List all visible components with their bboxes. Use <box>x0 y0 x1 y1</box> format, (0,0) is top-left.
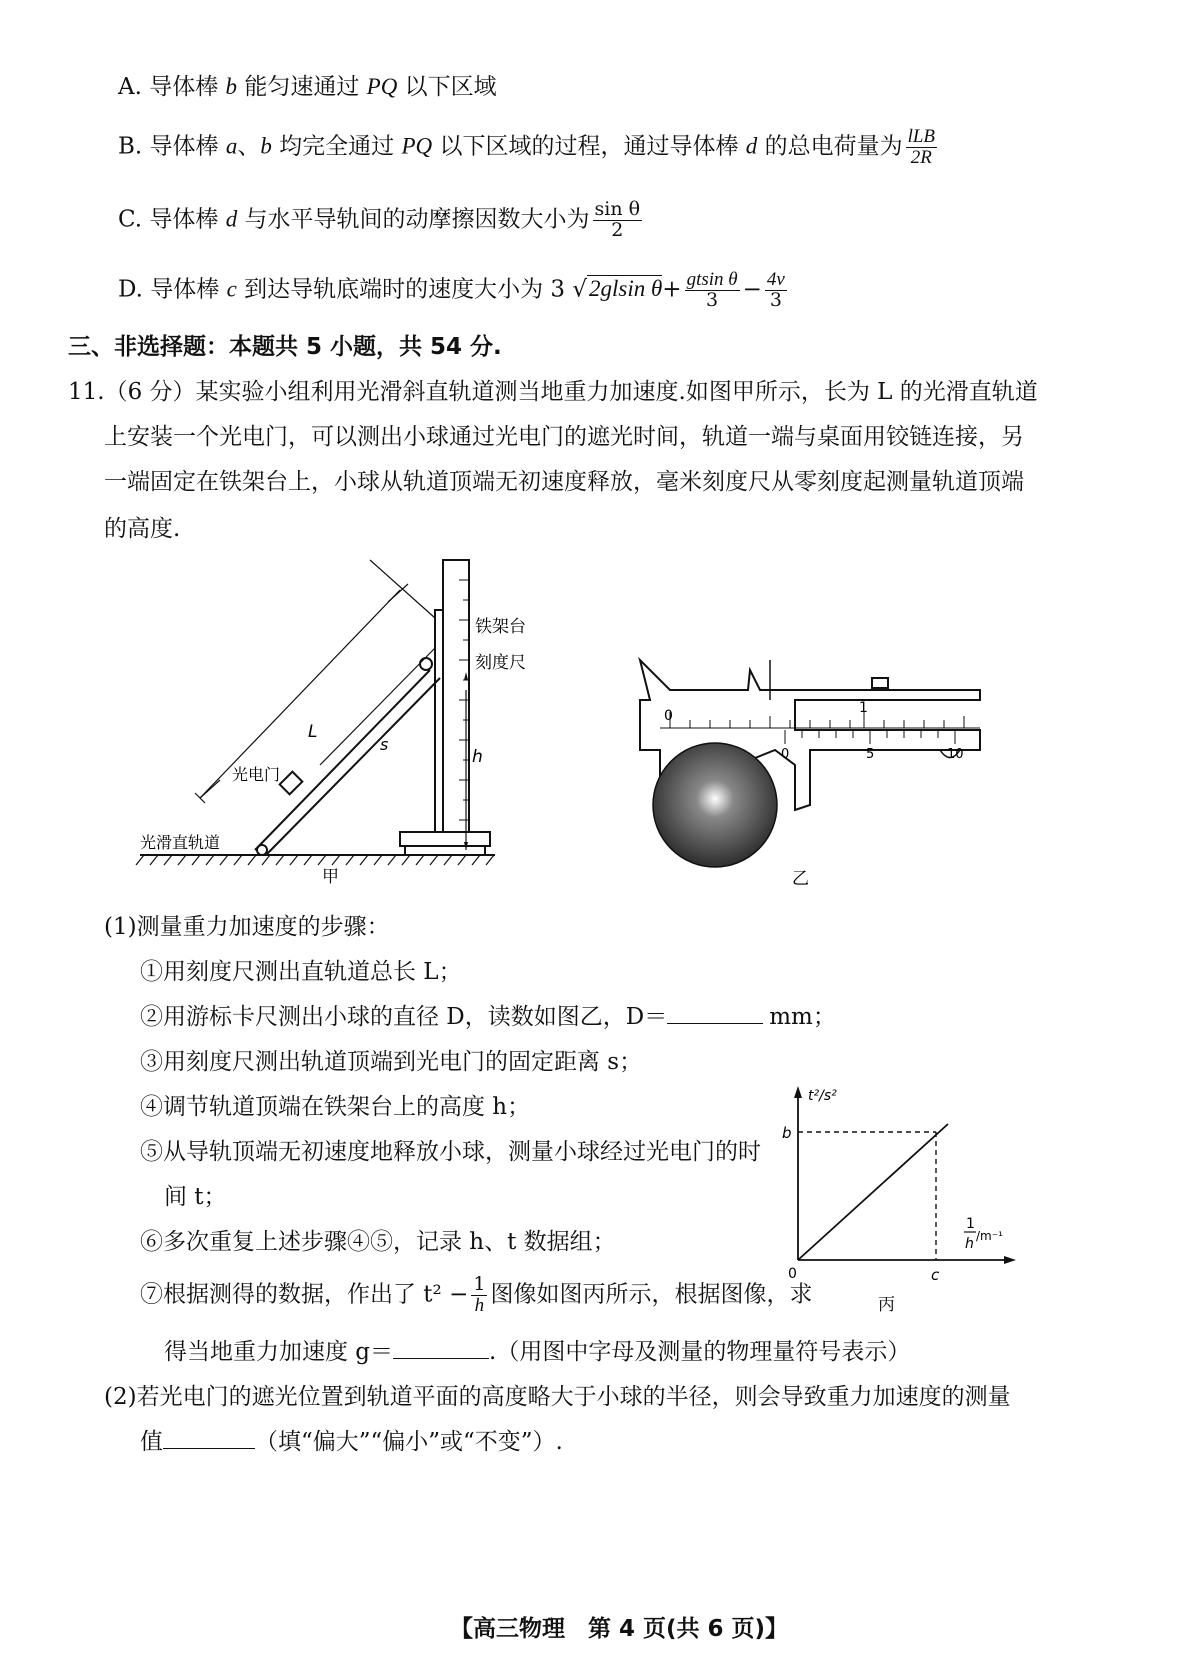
part2-line-2: 值 （填“偏大”“偏小”或“不变”）. <box>140 1429 563 1455</box>
track-line-2 <box>267 678 440 854</box>
hinge <box>257 845 267 855</box>
label-b: b <box>782 1124 792 1142</box>
x-label-den: h <box>965 1236 974 1252</box>
q11-line-4: 的高度. <box>104 516 181 542</box>
photogate <box>280 772 303 795</box>
step-5b: 间 t； <box>164 1184 227 1210</box>
origin-label: 0 <box>788 1266 797 1282</box>
step-6: ⑥多次重复上述步骤④⑤，记录 h、t 数据组； <box>140 1229 616 1255</box>
q11-line-3: 一端固定在铁架台上，小球从轨道顶端无初速度释放，毫米刻度尺从零刻度起测量轨道顶端 <box>104 469 1024 495</box>
data-line <box>798 1124 948 1260</box>
y-axis-arrow <box>794 1086 802 1098</box>
figure-bing <box>780 1080 1020 1320</box>
step-7b: 得当地重力加速度 g＝ .（用图中字母及测量的物理量符号表示） <box>164 1339 911 1365</box>
section-heading: 三、非选择题：本题共 5 小题，共 54 分. <box>68 334 502 360</box>
x-label-num: 1 <box>966 1216 975 1232</box>
step-2: ②用游标卡尺测出小球的直径 D，读数如图乙，D＝ mm； <box>140 1004 836 1030</box>
main-scale-1: 1 <box>859 700 868 716</box>
answer-blank-error[interactable] <box>163 1428 255 1449</box>
y-axis-label: t²/s² <box>808 1088 837 1104</box>
fraction-gtsin-3: $\frac{\text{gtsin θ}}{3}$ <box>686 269 738 311</box>
option-c: C. 导体棒 d 与水平导轨间的动摩擦因数大小为 $\frac{\text{sin θ}}{2}$ <box>118 198 641 241</box>
label-h: h <box>472 747 483 767</box>
vernier-10: 10 <box>947 747 964 762</box>
fraction-4v-3: $\frac{4v}{3}$ <box>766 269 785 311</box>
steps-intro: (1)测量重力加速度的步骤： <box>104 914 390 940</box>
label-c: c <box>931 1266 940 1284</box>
caption-bing: 丙 <box>878 1295 895 1315</box>
label-track: 光滑直轨道 <box>140 833 221 852</box>
sqrt-expression: 2glsin θ <box>589 276 663 302</box>
answer-blank-diameter[interactable] <box>667 1003 763 1024</box>
fraction-sin-theta-2: $\frac{\text{sin θ}}{2}$ <box>594 198 641 241</box>
caption-jia: 甲 <box>322 867 339 887</box>
step-3: ③用刻度尺测出轨道顶端到光电门的固定距离 s； <box>140 1049 643 1075</box>
step-4: ④调节轨道顶端在铁架台上的高度 h； <box>140 1094 531 1120</box>
step-7: ⑦根据测得的数据，作出了 t² − $\frac{1}{h}$ 图像如图丙所示，根据图像，求 <box>140 1273 813 1316</box>
label-L: L <box>308 722 318 742</box>
q11-line-1: 11.（6 分）某实验小组利用光滑斜直轨道测当地重力加速度.如图甲所示，长为 L 的光滑直轨道 <box>68 379 1038 405</box>
step-1: ①用刻度尺测出直轨道总长 L； <box>140 959 462 985</box>
option-d: D. 导体棒 c 到达导轨底端时的速度大小为 3 √2glsin θ+ $\frac{\text{gtsin θ}}{3}$ − $\frac{4v}{3}$ <box>118 269 785 311</box>
ball-top <box>420 658 432 670</box>
h-arrow-top <box>464 672 468 680</box>
label-ruler: 刻度尺 <box>475 653 526 673</box>
fraction-1-over-h: $\frac{1}{h}$ <box>473 1273 486 1316</box>
caption-yi: 乙 <box>792 869 809 889</box>
figure-yi <box>620 640 1000 890</box>
ball <box>653 743 777 867</box>
step-5a: ⑤从导轨顶端无初速度地释放小球，测量小球经过光电门的时 <box>140 1139 761 1165</box>
stand-base <box>400 832 490 846</box>
option-a: A. 导体棒 b 能匀速通过 PQ 以下区域 <box>118 74 497 100</box>
label-photogate: 光电门 <box>232 765 281 784</box>
x-axis-arrow <box>1004 1256 1016 1264</box>
vernier-5: 5 <box>866 747 875 762</box>
figure-jia <box>130 550 526 890</box>
main-scale-0: 0 <box>664 708 673 724</box>
ruler <box>443 560 469 832</box>
stand-pole <box>435 610 443 832</box>
label-s: s <box>380 735 389 754</box>
q11-line-2: 上安装一个光电门，可以测出小球通过光电门的遮光时间，轨道一端与桌面用铰链连接，另 <box>104 424 1024 450</box>
vernier-0: 0 <box>781 747 790 762</box>
label-stand: 铁架台 <box>475 617 526 637</box>
page-footer: 【高三物理 第 4 页(共 6 页)】 <box>450 1616 789 1642</box>
fraction-lLB-2R: $\frac{\text{lLB}}{2R}$ <box>907 126 936 168</box>
x-label-unit: /m⁻¹ <box>976 1229 1003 1243</box>
option-b: B. 导体棒 a、b 均完全通过 PQ 以下区域的过程，通过导体棒 d 的总电荷量为 $\frac{\text{lLB}}{2R}$ <box>118 126 936 168</box>
part2-line-1: (2)若光电门的遮光位置到轨道平面的高度略大于小球的半径，则会导致重力加速度的测量 <box>104 1384 1011 1410</box>
answer-blank-g[interactable] <box>393 1338 489 1359</box>
track-line-1 <box>255 670 430 850</box>
